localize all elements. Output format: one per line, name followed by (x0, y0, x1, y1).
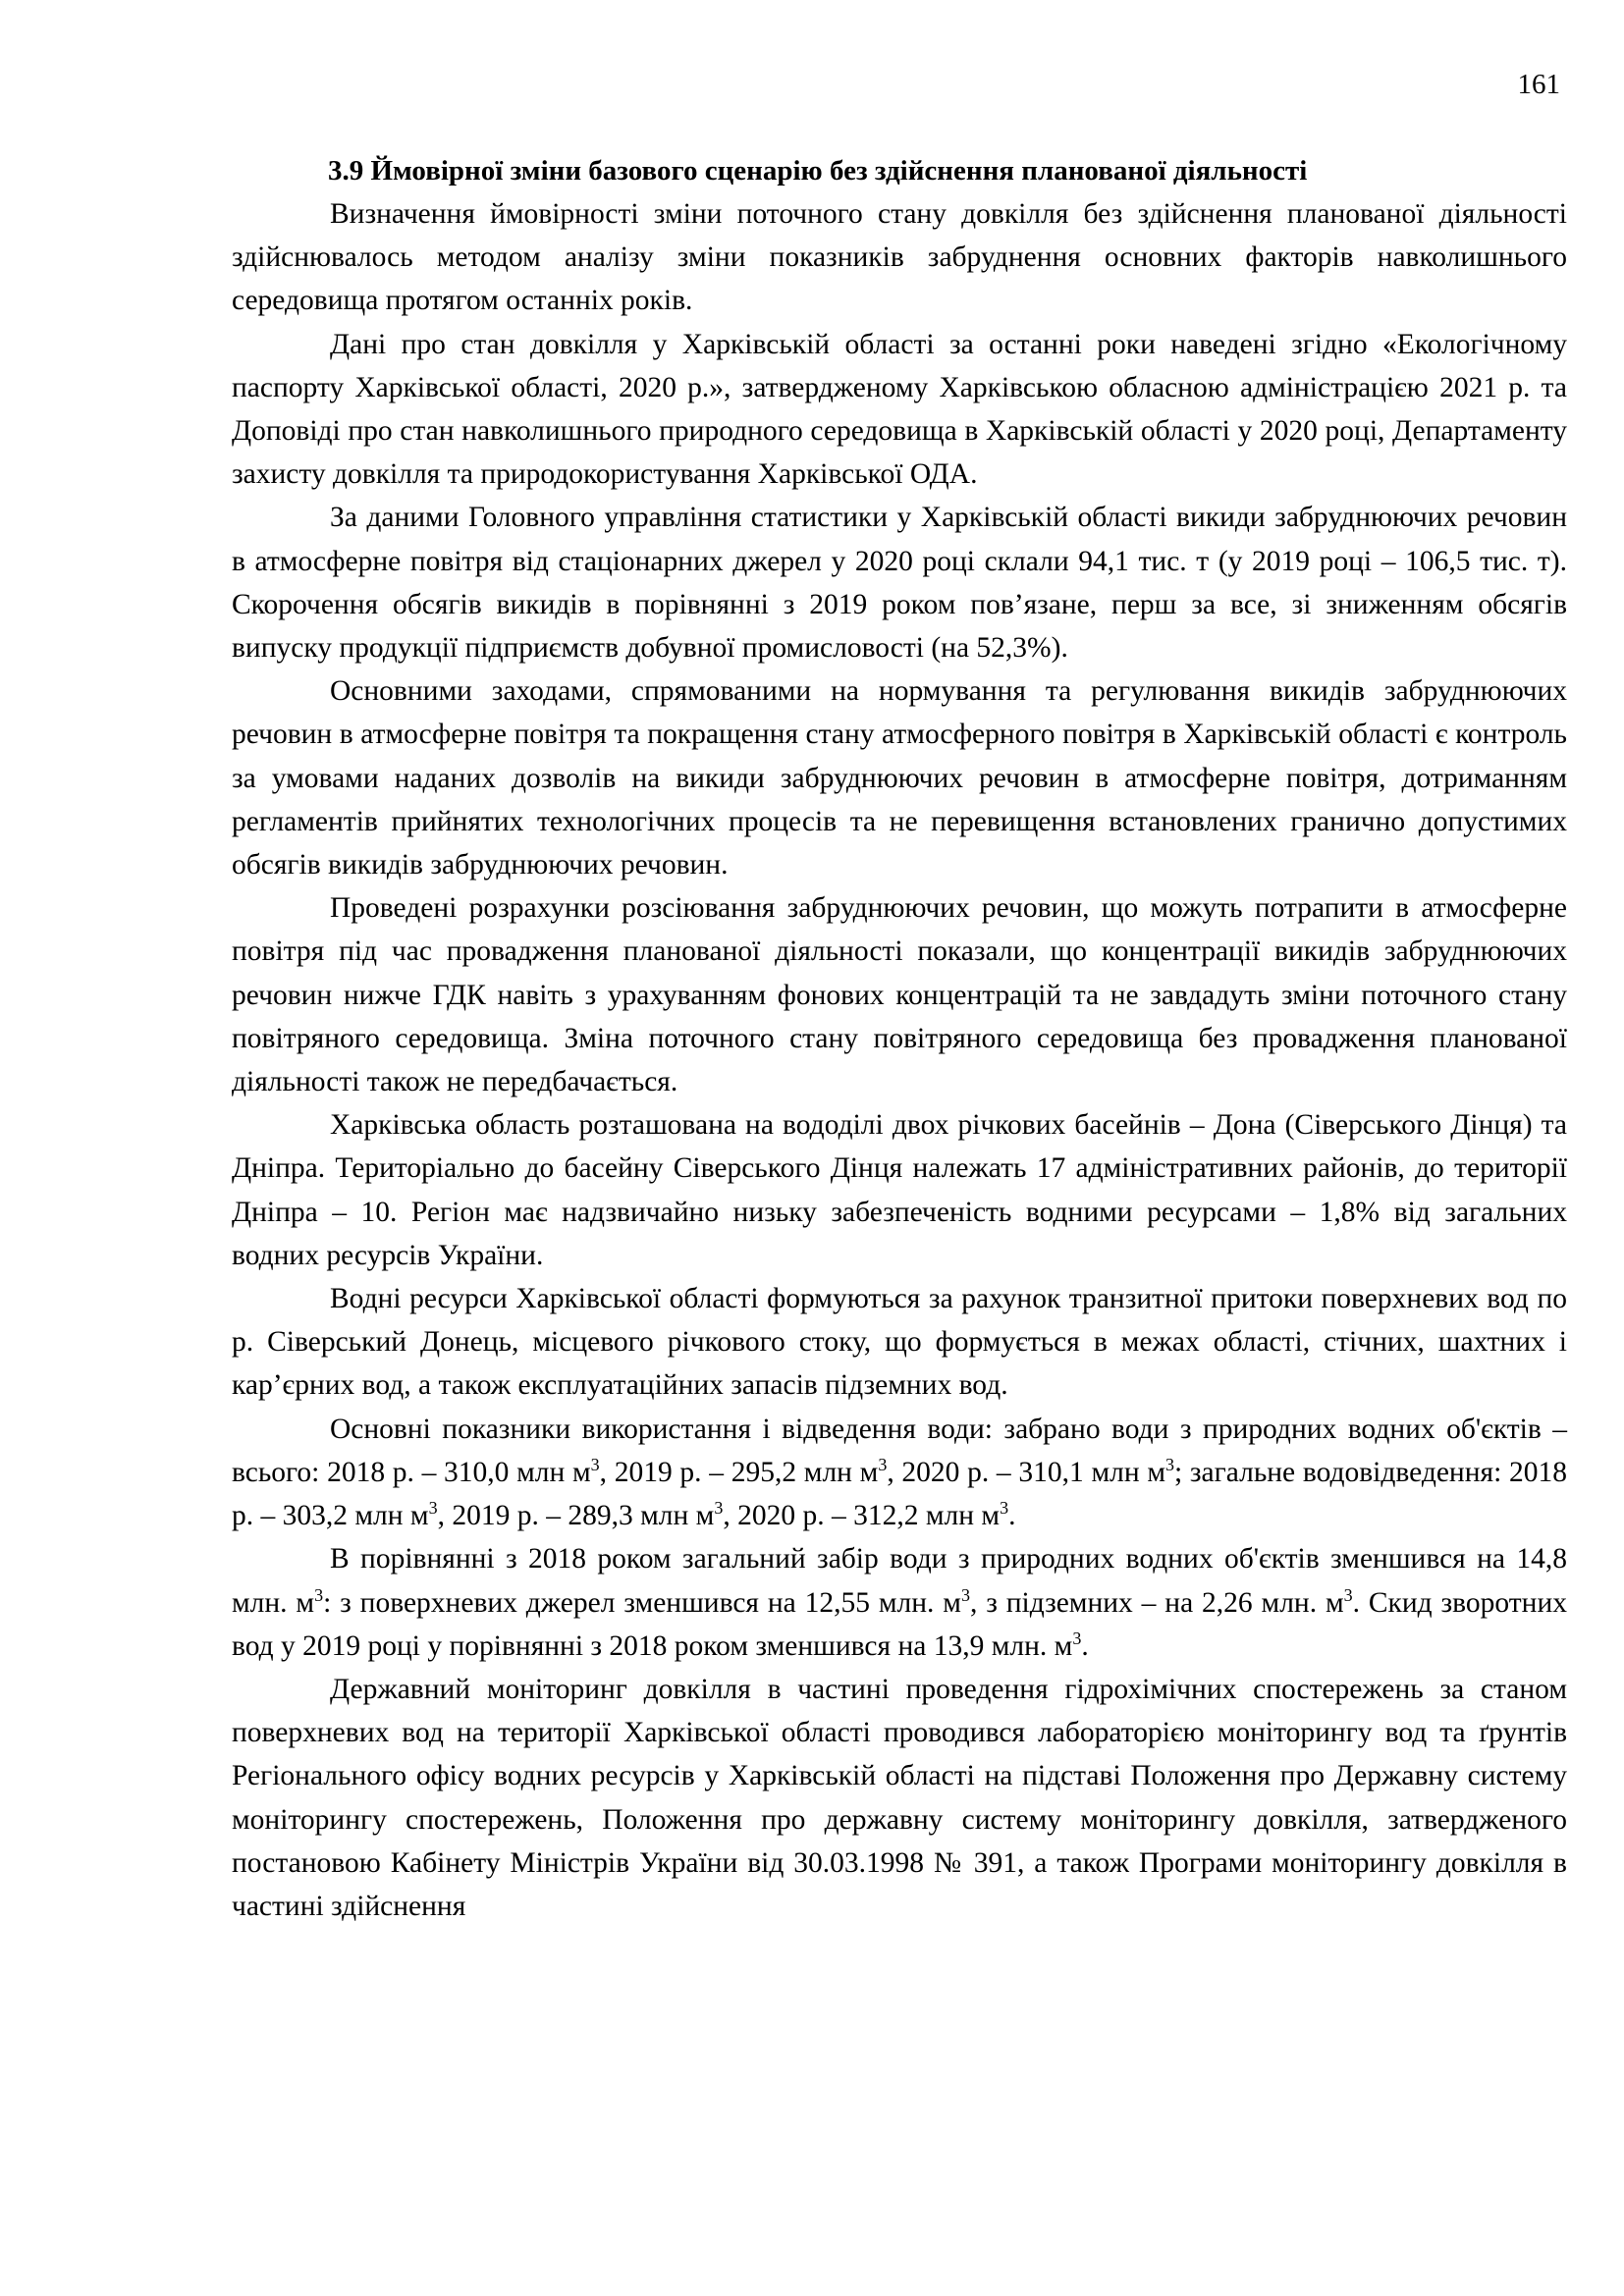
superscript-cubic: 3 (1343, 1584, 1353, 1605)
document-body (232, 149, 1567, 1928)
superscript-cubic: 3 (428, 1498, 438, 1519)
paragraph-8-text: , 2019 р. – 289,3 млн м (437, 1500, 715, 1532)
paragraph-8-text: ; загальне водовідведення: 2018 р. – 303,2 млн м (232, 1456, 1567, 1532)
paragraph-8-text: , 2020 р. – 310,1 млн м (887, 1456, 1165, 1488)
paragraph-7: Водні ресурси Харківської області формуються за рахунок транзитної притоки поверхневих вод по р. Сіверський Донець, місцевого річкового стоку, що формується в межах області, стічних, шахтних і кар’єрних вод, а також експлуатаційних запасів підземних вод. (232, 1283, 1567, 1402)
superscript-cubic: 3 (1072, 1628, 1082, 1648)
paragraph-10: Державний моніторинг довкілля в частині проведення гідрохімічних спостережень за станом поверхневих вод на території Харківської області проводився лабораторією моніторингу вод та ґрунтів Регіонального офісу водних ресурсів у Харківській області на підставі Положення про Державну систему моніторингу спостережень, Положення про державну систему моніторингу довкілля, затвердженого постановою Кабінету Міністрів України від 30.03.1998 № 391, а також Програми моніторингу довкілля в частині здійснення (232, 1673, 1567, 1922)
paragraph-2: Дані про стан довкілля у Харківській області за останні роки наведені згідно «Екологічному паспорту Харківської області, 2020 р.», затвердженому Харківською обласною адміністрацією 2021 р. та Доповіді про стан навколишнього природного середовища в Харківській області у 2020 році, Департаменту захисту довкілля та природокористування Харківської ОДА. (232, 328, 1567, 491)
paragraph-1: Визначення ймовірності зміни поточного стану довкілля без здійснення планованої діяльності здійснювалось методом аналізу зміни показників забруднення основних факторів навколишнього середовища протягом останніх років. (232, 198, 1567, 317)
superscript-cubic: 3 (314, 1584, 324, 1605)
section-heading: 3.9 Ймовірної зміни базового сценарію без здійснення планованої діяльності (328, 155, 1308, 187)
paragraph-9-text: , з підземних – на 2,26 млн. м (969, 1586, 1344, 1619)
paragraph-9-text: : з поверхневих джерел зменшився на 12,55 млн. м (323, 1586, 961, 1619)
paragraph-8-text: . (1008, 1500, 1016, 1532)
paragraph-9 (232, 1537, 1567, 1668)
paragraph-8 (232, 1408, 1567, 1538)
superscript-cubic: 3 (878, 1455, 888, 1475)
paragraph-6: Харківська область розташована на вододілі двох річкових басейнів – Дона (Сіверського Дінця) та Дніпра. Територіально до басейну Сіверського Дінця належать 17 адміністративних районів, до території Дніпра – 10. Регіон має надзвичайно низьку забезпеченість водними ресурсами – 1,8% від загальних водних ресурсів України. (232, 1109, 1567, 1271)
superscript-cubic: 3 (1165, 1455, 1174, 1475)
superscript-cubic: 3 (1000, 1498, 1009, 1519)
page-number: 161 (1517, 69, 1560, 100)
superscript-cubic: 3 (590, 1455, 600, 1475)
superscript-cubic: 3 (714, 1498, 724, 1519)
paragraph-3: За даними Головного управління статистики у Харківській області викиди забруднюючих речовин в атмосферне повітря від стаціонарних джерел у 2020 році склали 94,1 тис. т (у 2019 році – 106,5 тис. т). Скорочення обсягів викидів в порівнянні з 2019 роком пов’язане, перш за все, зі зниженням обсягів випуску продукції підприємств добувної промисловості (на 52,3%). (232, 502, 1567, 665)
superscript-cubic: 3 (960, 1584, 970, 1605)
paragraph-8-text: , 2020 р. – 312,2 млн м (723, 1500, 1001, 1532)
paragraph-9-text: В порівнянні з 2018 роком загальний забір води з природних водних об'єктів зменшився на 14,8 млн. м (232, 1543, 1567, 1619)
paragraph-4: Основними заходами, спрямованими на нормування та регулювання викидів забруднюючих речовин в атмосферне повітря та покращення стану атмосферного повітря в Харківській області є контроль за умовами наданих дозволів на викиди забруднюючих речовин в атмосферне повітря, дотриманням регламентів прийнятих технологічних процесів та не перевищення встановлених гранично допустимих обсягів викидів забруднюючих речовин. (232, 675, 1567, 881)
paragraph-8-text: Основні показники використання і відведення води: забрано води з природних водних об'єктів – всього: 2018 р. – 310,0 млн м (232, 1413, 1567, 1488)
paragraph-5: Проведені розрахунки розсіювання забруднюючих речовин, що можуть потрапити в атмосферне повітря під час провадження планованої діяльності показали, що концентрації викидів забруднюючих речовин нижче ГДК навіть з урахуванням фонових концентрацій та не завдадуть зміни поточного стану повітряного середовища. Зміна поточного стану повітряного середовища без провадження планованої діяльності також не передбачається. (232, 892, 1567, 1098)
paragraph-8-text: , 2019 р. – 295,2 млн м (599, 1456, 879, 1488)
paragraph-9-text: . (1081, 1629, 1089, 1662)
paragraph-9-text: . Скид зворотних вод у 2019 році у порівнянні з 2018 роком зменшився на 13,9 млн. м (232, 1586, 1567, 1662)
